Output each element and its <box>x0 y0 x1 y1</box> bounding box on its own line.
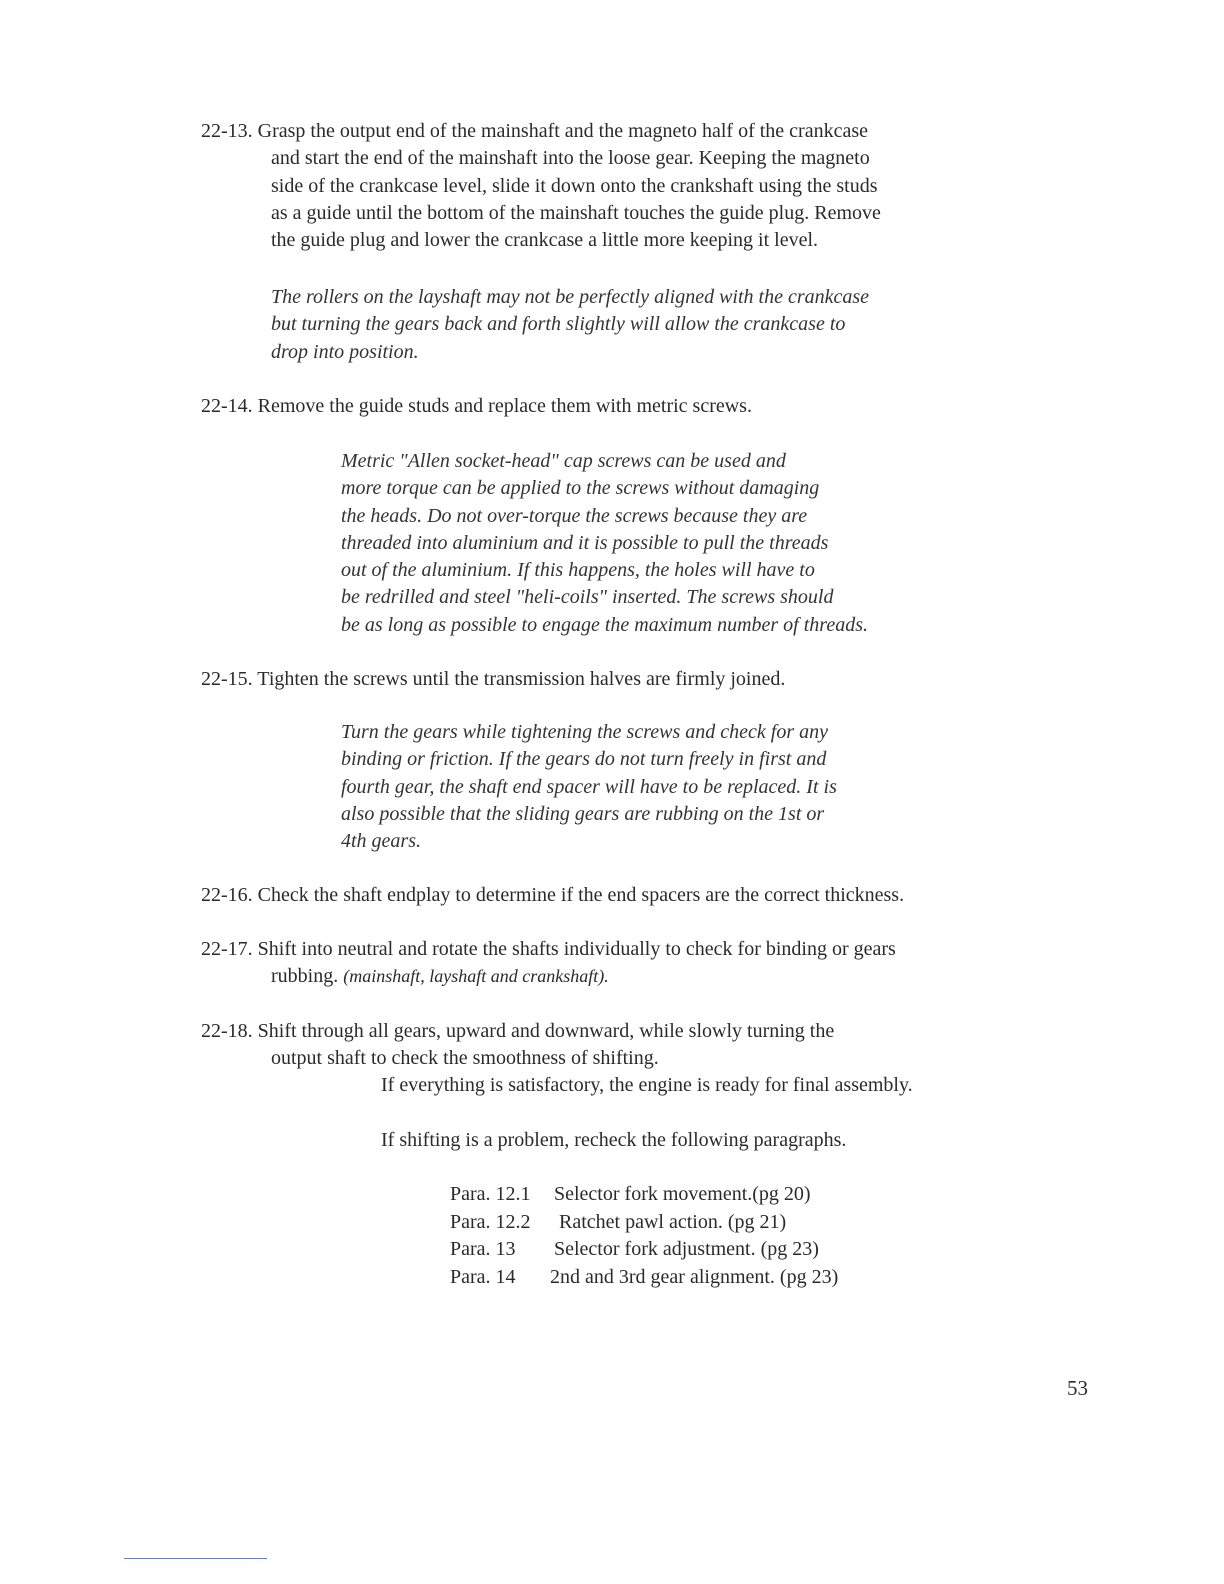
page-number: 53 <box>1067 1376 1088 1400</box>
step-line: output shaft to check the smoothness of shifting. <box>271 1047 659 1070</box>
step-line: side of the crankcase level, slide it down onto the crankshaft using the studs <box>271 174 878 197</box>
reference-text: Ratchet pawl action. (pg 21) <box>554 1211 787 1233</box>
note-22-15 <box>341 719 837 855</box>
step-line: 22-13. Grasp the output end of the mainshaft and the magneto half of the crankcase <box>201 120 869 142</box>
reference-row <box>450 1181 811 1208</box>
step-line: 22-16. Check the shaft endplay to determine if the end spacers are the correct thickness. <box>201 884 905 906</box>
step-line: 22-17. Shift into neutral and rotate the shafts individually to check for binding or gears <box>201 938 896 960</box>
reference-row <box>450 1236 819 1263</box>
step-22-15 <box>201 666 1031 693</box>
reference-text: Selector fork movement.(pg 20) <box>554 1183 811 1205</box>
reference-text: 2nd and 3rd gear alignment. (pg 23) <box>550 1266 839 1288</box>
note-line: the heads. Do not over-torque the screws because they are <box>341 504 808 527</box>
note-line: fourth gear, the shaft end spacer will have to be replaced. It is <box>341 775 837 798</box>
step-22-17 <box>201 936 1031 991</box>
note-line: drop into position. <box>271 340 419 363</box>
problem-text: If shifting is a problem, recheck the following paragraphs. <box>381 1129 847 1151</box>
reference-para: Para. 14 <box>450 1266 516 1288</box>
step-text: rubbing. <box>271 965 344 988</box>
reference-row <box>450 1209 786 1236</box>
step-22-14 <box>201 393 1031 420</box>
note-line: Metric "Allen socket-head" cap screws can be used and <box>341 450 786 472</box>
note-line: threaded into aluminium and it is possible to pull the threads <box>341 531 829 554</box>
ready-text: If everything is satisfactory, the engine is ready for final assembly. <box>381 1074 913 1096</box>
note-line: The rollers on the layshaft may not be perfectly aligned with the crankcase <box>271 286 870 308</box>
step-line <box>201 963 1031 990</box>
step-line: 22-18. Shift through all gears, upward and downward, while slowly turning the <box>201 1020 835 1042</box>
reference-para: Para. 12.2 <box>450 1211 531 1233</box>
reference-para: Para. 13 <box>450 1238 516 1260</box>
reference-text: Selector fork adjustment. (pg 23) <box>554 1238 819 1260</box>
step-line: 22-14. Remove the guide studs and replace them with metric screws. <box>201 395 752 417</box>
step-line: 22-15. Tighten the screws until the transmission halves are firmly joined. <box>201 668 786 690</box>
footer-rule <box>124 1558 267 1559</box>
step-22-13 <box>201 118 1031 254</box>
note-line: be redrilled and steel "heli-coils" inserted. The screws should <box>341 586 834 609</box>
note-22-14 <box>341 448 868 639</box>
note-22-13 <box>271 284 869 366</box>
note-line: binding or friction. If the gears do not turn freely in first and <box>341 748 827 771</box>
step-line: and start the end of the mainshaft into the loose gear. Keeping the magneto <box>271 147 870 170</box>
reference-para: Para. 12.1 <box>450 1183 531 1205</box>
reference-row <box>450 1264 838 1291</box>
note-line: also possible that the sliding gears are rubbing on the 1st or <box>341 802 825 825</box>
step-22-16 <box>201 882 1031 909</box>
note-line: more torque can be applied to the screws without damaging <box>341 477 820 500</box>
note-line: 4th gears. <box>341 830 421 853</box>
note-line: out of the aluminium. If this happens, the holes will have to <box>341 559 815 582</box>
step-line: as a guide until the bottom of the mainshaft touches the guide plug. Remove <box>271 201 881 224</box>
note-line: be as long as possible to engage the maximum number of threads. <box>341 613 868 636</box>
step-22-18 <box>201 1018 1031 1073</box>
step-line: the guide plug and lower the crankcase a little more keeping it level. <box>271 229 819 252</box>
note-line: Turn the gears while tightening the screws and check for any <box>341 721 828 743</box>
note-line: but turning the gears back and forth slightly will allow the crankcase to <box>271 313 846 336</box>
shaft-list: (mainshaft, layshaft and crankshaft). <box>343 966 609 987</box>
